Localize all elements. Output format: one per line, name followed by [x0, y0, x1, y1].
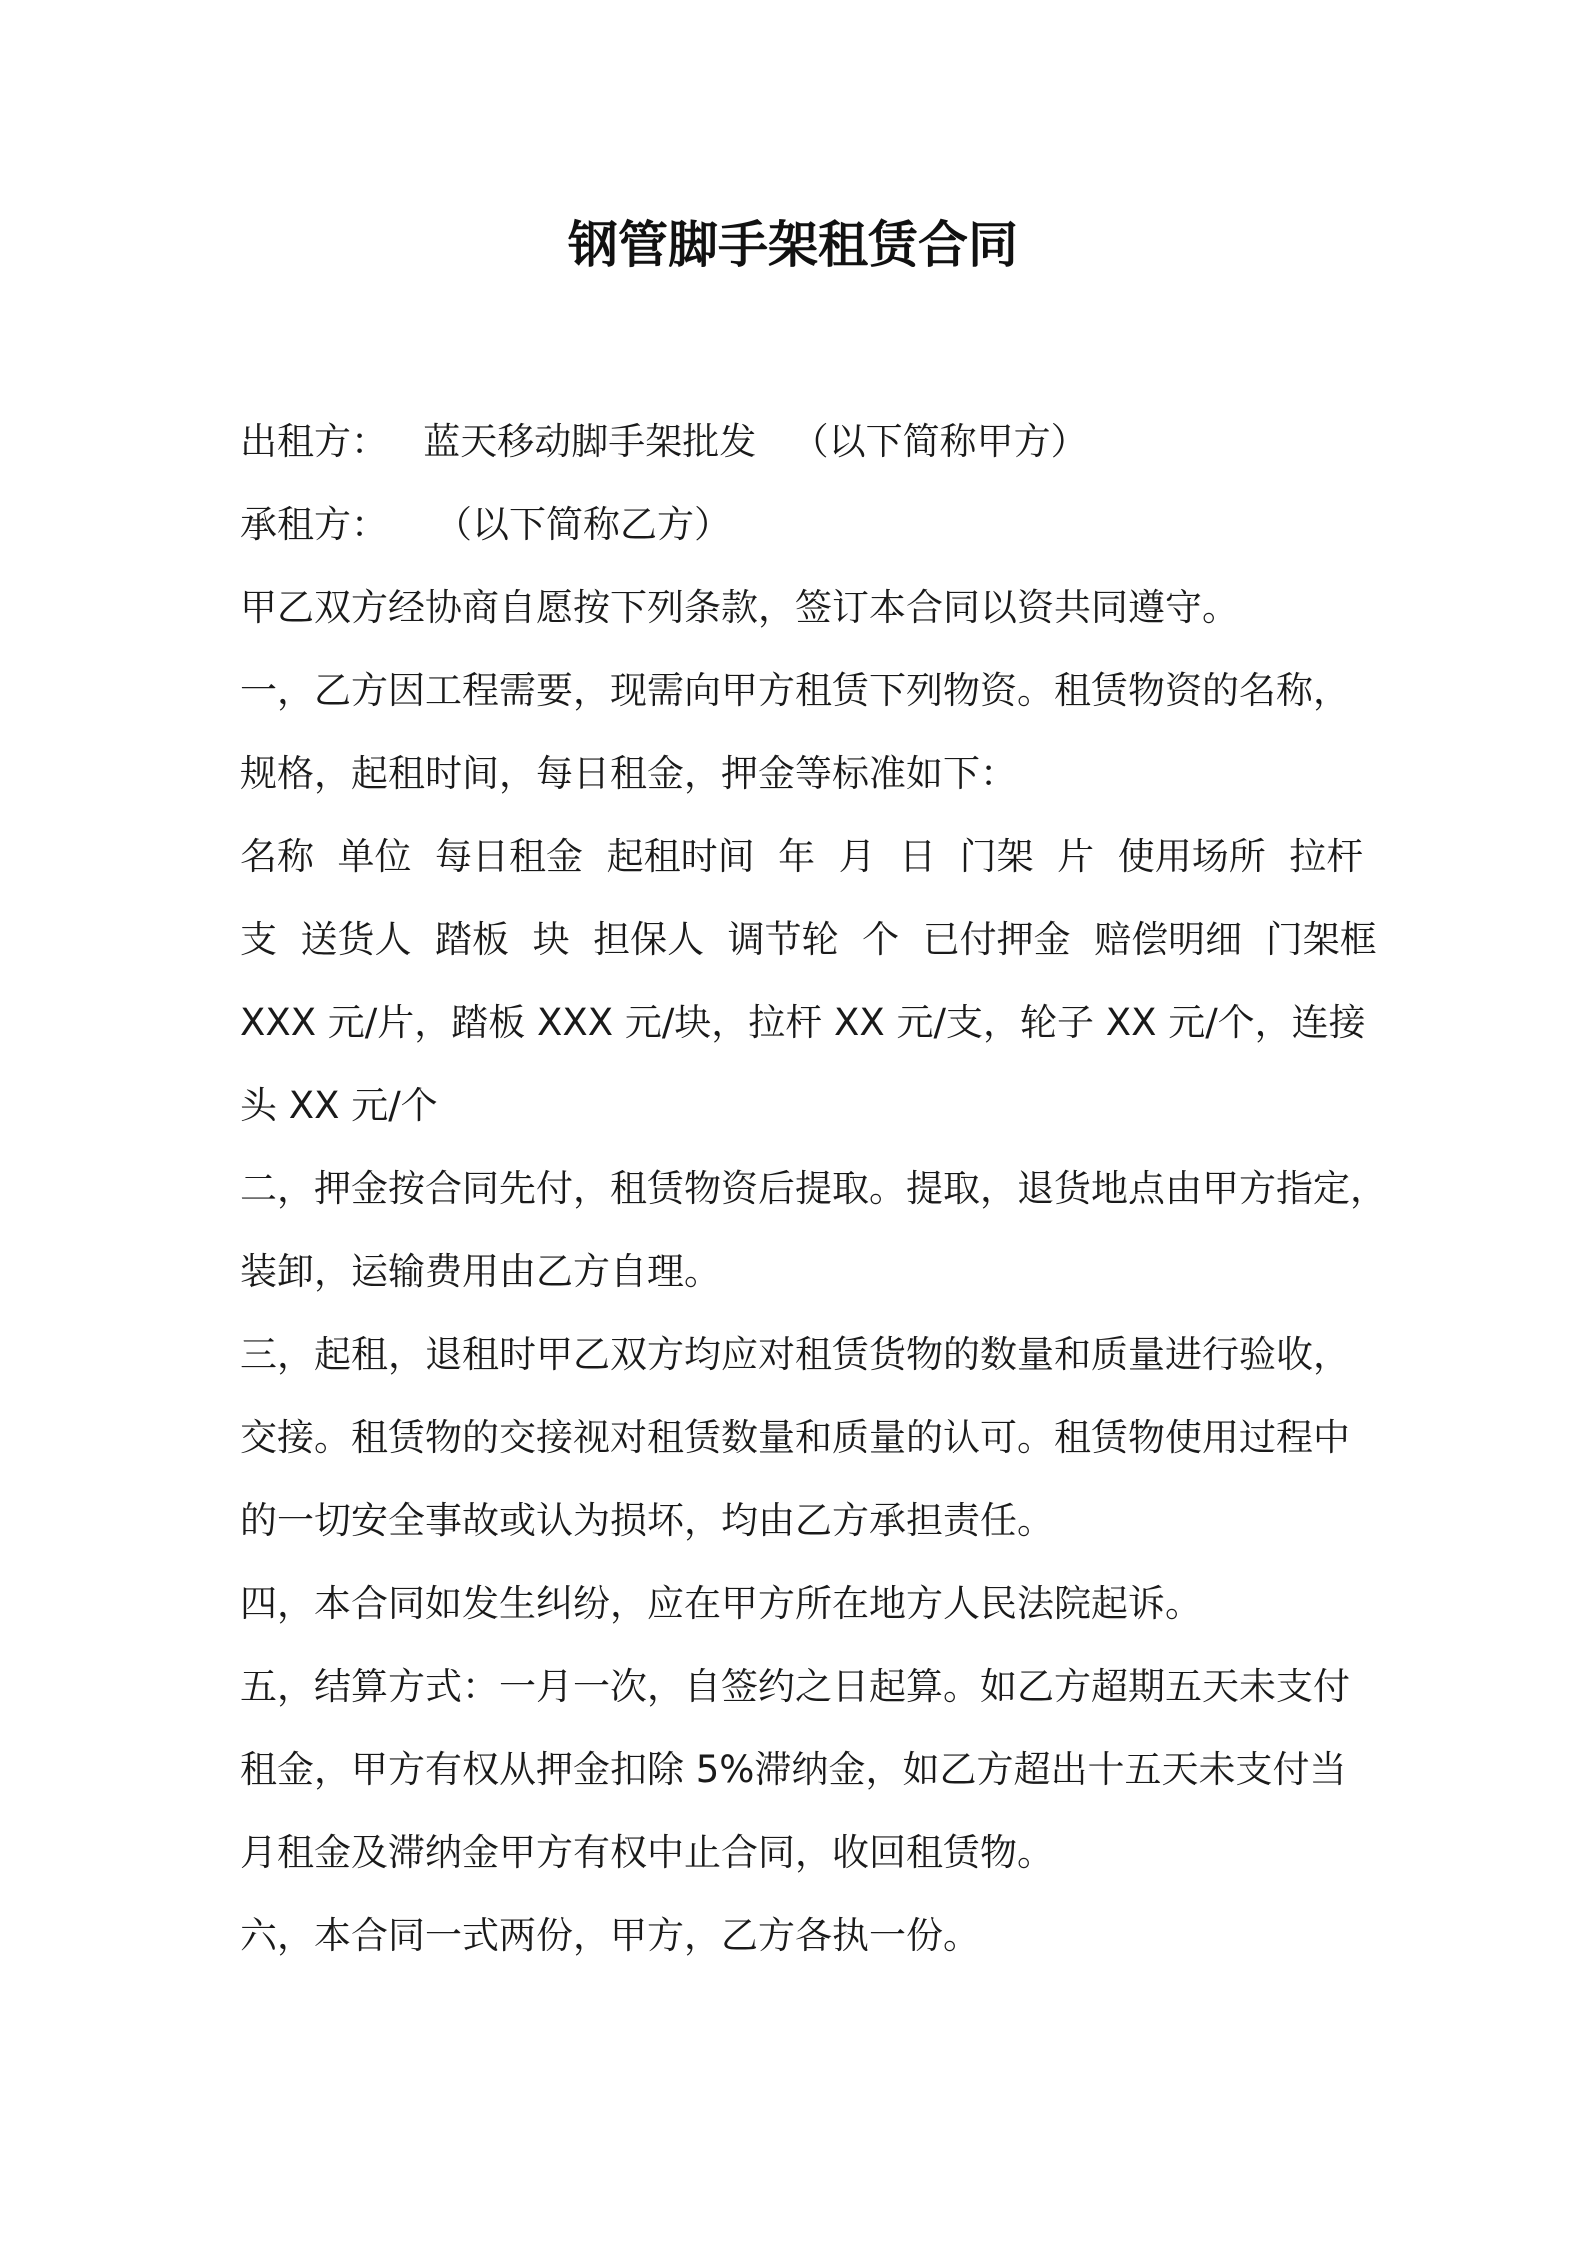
clause-2-line: 装卸，运输费用由乙方自理。: [240, 1250, 721, 1293]
clause-5-line: 五，结算方式：一月一次，自签约之日起算。如乙方超期五天未支付: [240, 1665, 1350, 1708]
lessee-line: [240, 483, 1360, 566]
clause-1-line: 头 XX 元/个: [240, 1084, 438, 1127]
lessee-label: 承租方：: [240, 503, 388, 546]
clause-1-line: 名称 单位 每日租金 起租时间 年 月 日 门架 片 使用场所 拉杆: [240, 835, 1364, 878]
lessor-line: [240, 400, 1360, 483]
lessor-note: （以下简称甲方）: [791, 420, 1088, 463]
clause-1-line: 支 送货人 踏板 块 担保人 调节轮 个 已付押金 赔偿明细 门架框: [240, 918, 1377, 961]
intro-paragraph: 甲乙双方经协商自愿按下列条款，签订本合同以资共同遵守。: [240, 586, 1239, 629]
clause-2: [240, 1147, 1387, 1313]
clause-6: [240, 1894, 1360, 1977]
clause-3-line: 三，起租，退租时甲乙双方均应对租赁货物的数量和质量进行验收，: [240, 1333, 1350, 1376]
clause-3-line: 的一切安全事故或认为损坏，均由乙方承担责任。: [240, 1499, 1054, 1542]
document-body: [240, 400, 1387, 1977]
clause-1-line: 一，乙方因工程需要，现需向甲方租赁下列物资。租赁物资的名称，: [240, 669, 1350, 712]
clause-1: [240, 649, 1377, 1147]
lessor-label: 出租方：: [240, 420, 388, 463]
clause-4: [240, 1562, 1360, 1645]
clause-3-line: 交接。租赁物的交接视对租赁数量和质量的认可。租赁物使用过程中: [240, 1416, 1350, 1459]
clause-6-line: 六，本合同一式两份，甲方，乙方各执一份。: [240, 1914, 980, 1957]
document-title: 钢管脚手架租赁合同: [568, 216, 1018, 274]
lessee-note: （以下简称乙方）: [435, 503, 732, 546]
clause-4-line: 四，本合同如发生纠纷，应在甲方所在地方人民法院起诉。: [240, 1582, 1202, 1625]
clause-1-line: 规格，起租时间，每日租金，押金等标准如下：: [240, 752, 1017, 795]
clause-5-line: 租金，甲方有权从押金扣除 5%滞纳金，如乙方超出十五天未支付当: [240, 1748, 1347, 1791]
clause-2-line: 二，押金按合同先付，租赁物资后提取。提取，退货地点由甲方指定，: [240, 1167, 1387, 1210]
clause-5-line: 月租金及滞纳金甲方有权中止合同，收回租赁物。: [240, 1831, 1054, 1874]
clause-1-line: XXX 元/片，踏板 XXX 元/块，拉杆 XX 元/支，轮子 XX 元/个，连接: [240, 1001, 1366, 1044]
lessor-name: 蓝天移动脚手架批发: [423, 420, 757, 463]
clause-3: [240, 1313, 1360, 1562]
clause-5: [240, 1645, 1360, 1894]
